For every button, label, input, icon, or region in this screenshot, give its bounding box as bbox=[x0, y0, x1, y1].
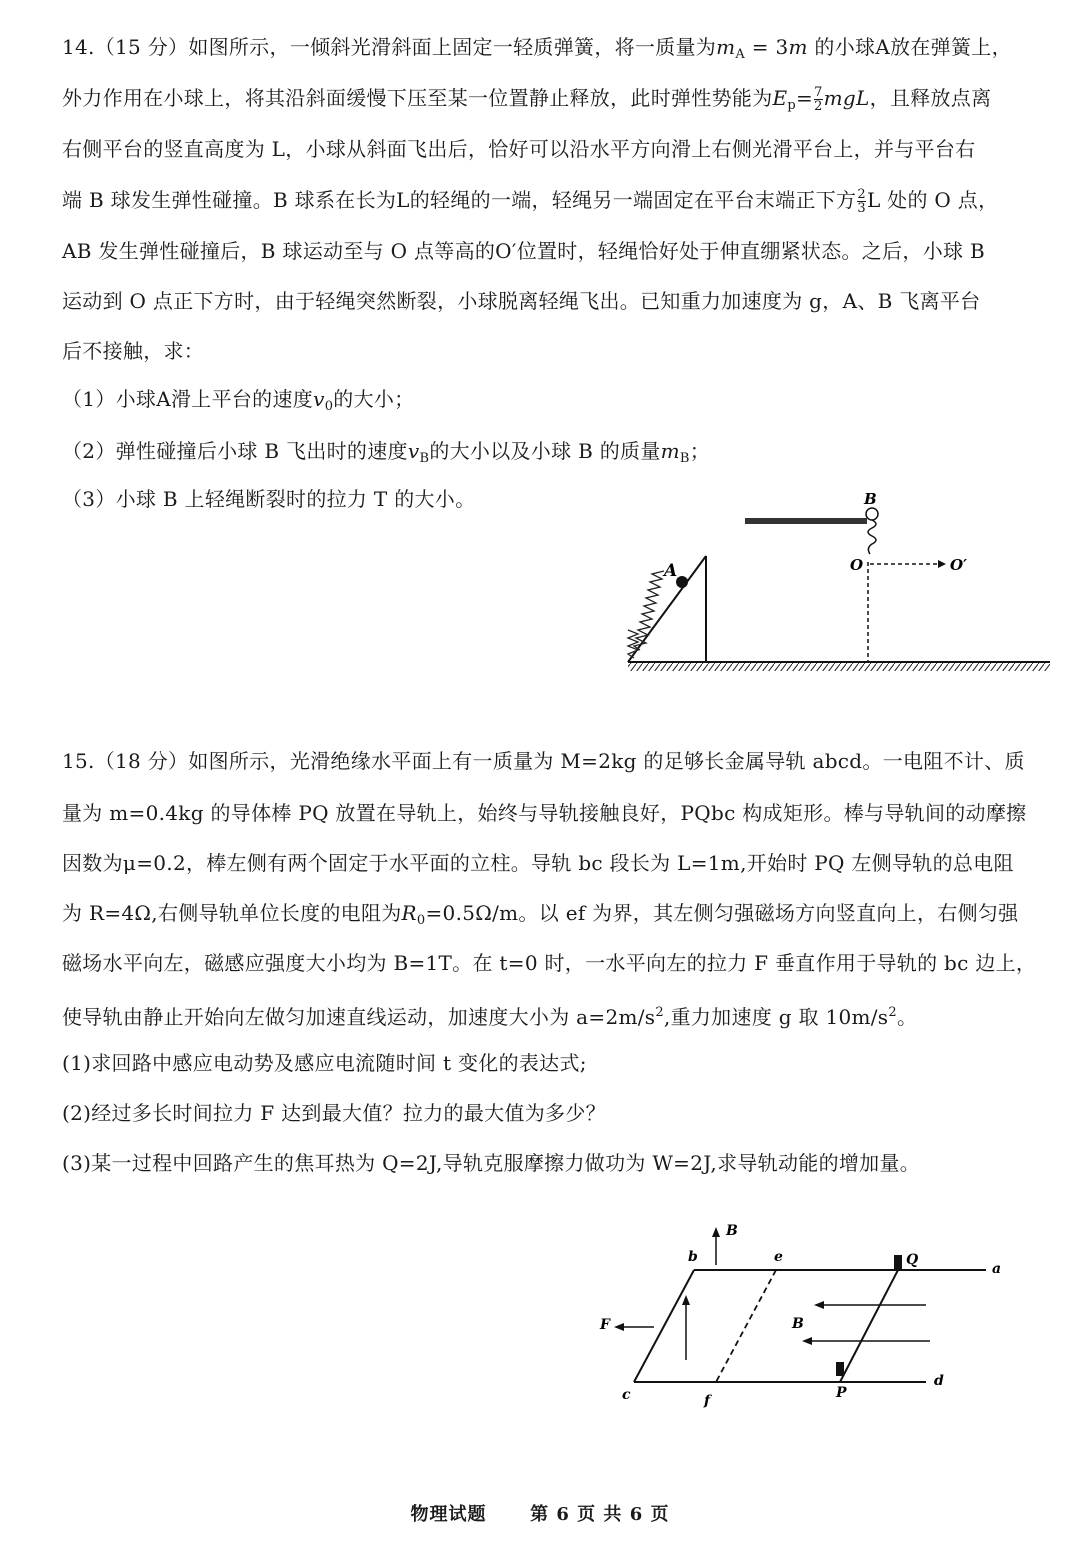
ef-boundary bbox=[716, 1270, 776, 1382]
label-c: c bbox=[622, 1387, 631, 1403]
q15-sub-1: (1)求回路中感应电动势及感应电流随时间 t 变化的表达式; bbox=[62, 1051, 587, 1075]
arrow-head bbox=[938, 560, 946, 568]
q15-line-6: 使导轨由静止开始向左做匀加速直线运动，加速度大小为 $a=2m/s^2$,重力加速度 g 取 $10m/s^2$。 bbox=[62, 1005, 918, 1029]
label-b-field-left: B bbox=[792, 1316, 804, 1332]
label-q: Q bbox=[906, 1252, 919, 1268]
page-footer bbox=[0, 1500, 1080, 1526]
q14-line-1: 14.（15 分）如图所示，一倾斜光滑斜面上固定一轻质弹簧，将一质量为$m_A = 3m$ 的小球A放在弹簧上， bbox=[62, 35, 1012, 62]
q15-line-3: 因数为μ=0.2，棒左侧有两个固定于水平面的立柱。导轨 bc 段长为 L=1m,开始时 PQ 左侧导轨的总电阻 bbox=[62, 851, 1014, 875]
q14-sub-2: （2）弹性碰撞后小球 B 飞出时的速度$v_B$的大小以及小球 B 的质量$m_B$； bbox=[62, 439, 711, 466]
q15-sub-3: (3)某一过程中回路产生的焦耳热为 Q=2J,导轨克服摩擦力做功为 W=2J,求导轨动能的增加量。 bbox=[62, 1151, 921, 1175]
q15-line-5: 磁场水平向左，磁感应强度大小均为 B=1T。在 t=0 时，一水平向左的拉力 F 垂直作用于导轨的 bc 边上， bbox=[62, 951, 1037, 975]
rails bbox=[634, 1270, 986, 1382]
q15-line-2: 量为 m=0.4kg 的导体棒 PQ 放置在导轨上，始终与导轨接触良好，PQbc 构成矩形。棒与导轨间的动摩擦 bbox=[62, 801, 1027, 825]
horizontal-field-arrows bbox=[802, 1301, 930, 1345]
q14-figure bbox=[600, 488, 1060, 688]
footer-page: 第 6 页 共 6 页 bbox=[530, 1504, 670, 1525]
fraction-7-2: $\frac{7}{2}$ bbox=[814, 85, 823, 114]
ball-a bbox=[676, 576, 688, 588]
post-q bbox=[894, 1255, 902, 1269]
footer-subject: 物理试题 bbox=[410, 1504, 487, 1525]
label-f-force: F bbox=[600, 1317, 610, 1333]
label-b: B bbox=[864, 490, 877, 508]
q15-line-1: 15.（18 分）如图所示，光滑绝缘水平面上有一质量为 M=2kg 的足够长金属导轨 abcd。一电阻不计、质 bbox=[62, 749, 1025, 773]
ball-b bbox=[866, 508, 878, 520]
fraction-2-3: $\frac{2}{3}$ bbox=[857, 187, 866, 216]
q14-line-7: 后不接触，求： bbox=[62, 339, 205, 363]
rope-coil bbox=[868, 520, 876, 554]
label-e: e bbox=[774, 1249, 783, 1265]
label-d: d bbox=[934, 1373, 944, 1389]
q15-line-4: 为 R=4Ω,右侧导轨单位长度的电阻为$R_0=0.5\Omega/m$。以 ef 为界，其左侧匀强磁场方向竖直向上，右侧匀强 bbox=[62, 901, 1019, 928]
label-f: f bbox=[704, 1393, 711, 1409]
label-a: A bbox=[664, 561, 678, 581]
ground bbox=[628, 662, 1050, 671]
q14-line-6: 运动到 O 点正下方时，由于轻绳突然断裂，小球脱离轻绳飞出。已知重力加速度为 g，A、B 飞离平台 bbox=[62, 289, 981, 313]
label-b: b bbox=[688, 1249, 698, 1265]
force-arrow-head bbox=[614, 1323, 624, 1331]
q14-line-3: 右侧平台的竖直高度为 L，小球从斜面飞出后，恰好可以沿水平方向滑上右侧光滑平台上，并与平台右 bbox=[62, 137, 976, 161]
q15-sub-2: (2)经过多长时间拉力 F 达到最大值？拉力的最大值为多少？ bbox=[62, 1101, 606, 1125]
vertical-field-arrows bbox=[682, 1227, 720, 1360]
post-p bbox=[836, 1362, 844, 1376]
spring bbox=[628, 571, 664, 658]
platform bbox=[745, 518, 867, 524]
q15-figure bbox=[590, 1215, 1020, 1415]
label-b-field-up: B bbox=[726, 1223, 738, 1239]
label-p: P bbox=[836, 1385, 847, 1401]
q14-line-4: 端 B 球发生弹性碰撞。B 球系在长为L的轻绳的一端，轻绳另一端固定在平台末端正下方 $\frac{2}{3}$ L 处的 O 点， bbox=[62, 187, 999, 216]
rod-pq bbox=[840, 1270, 898, 1382]
label-o: O bbox=[850, 556, 864, 574]
q14-sub-3: （3）小球 B 上轻绳断裂时的拉力 T 的大小。 bbox=[62, 487, 476, 511]
label-o-prime: O′ bbox=[950, 556, 968, 574]
label-a: a bbox=[992, 1261, 1002, 1277]
q14-line-2: 外力作用在小球上，将其沿斜面缓慢下压至某一位置静止释放，此时弹性势能为$E_p=$ $\frac{7}{2}$ mgL，且释放点离 bbox=[62, 85, 992, 114]
q14-sub-1: （1）小球A滑上平台的速度$v_0$的大小； bbox=[62, 387, 415, 414]
q14-line-5: AB 发生弹性碰撞后，B 球运动至与 O 点等高的O′位置时，轻绳恰好处于伸直绷紧状态。之后，小球 B bbox=[62, 239, 985, 263]
